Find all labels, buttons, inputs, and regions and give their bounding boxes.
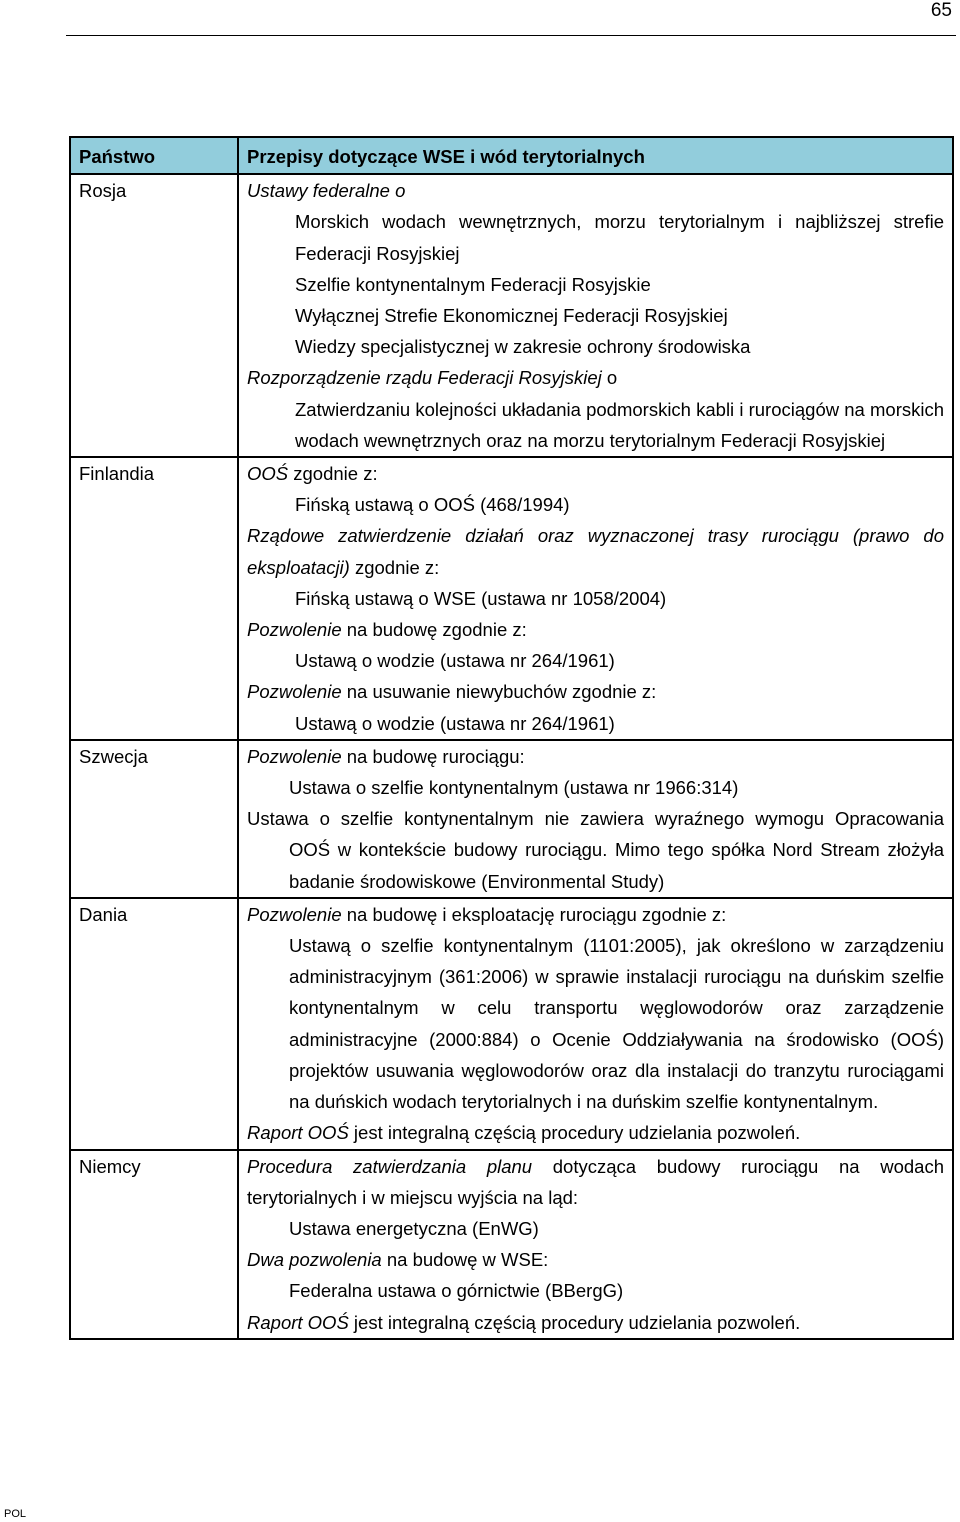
regulations-cell [238, 457, 953, 740]
regulation-line: Procedura zatwierdzania planu dotycząca budowy rurociągu na wodach terytorialnych i w miejscu wyjścia na ląd: [247, 1155, 945, 1208]
regulation-line: Wiedzy specjalistycznej w zakresie ochrony środowiska [295, 336, 751, 358]
table-row [70, 740, 953, 898]
regulation-line: Zatwierdzaniu kolejności układania podmorskich kabli i rurociągów na morskich wodach wewnętrznych oraz na morzu terytorialnym Federacji Rosyjskiej [295, 398, 944, 451]
regulation-line: Fińską ustawą o WSE (ustawa nr 1058/2004) [295, 587, 667, 609]
regulations-cell [238, 740, 953, 898]
header-country: Państwo [70, 137, 238, 174]
regulation-line: Ustawą o wodzie (ustawa nr 264/1961) [295, 712, 615, 734]
regulation-line: Ustawa o szelfie kontynentalnym (ustawa nr 1966:314) [289, 777, 739, 799]
regulation-line: Raport OOŚ jest integralną częścią procedury udzielania pozwoleń. [247, 1122, 801, 1144]
regulation-line: Morskich wodach wewnętrznych, morzu terytorialnym i najbliższej strefie Federacji Rosyjskiej [295, 211, 944, 264]
regulation-line: Ustawą o szelfie kontynentalnym (1101:2005), jak określono w zarządzeniu administracyjnym (361:2006) w sprawie instalacji rurociągu na duńskim szelfie kontynentalnym w celu transportu węglowodorów oraz zarządzenie administracyjne (2000:884) o Ocenie Oddziaływania na środowisko (OOŚ) projektów usuwania węglowodorów oraz dla instalacji do tranzytu rurociągami na duńskich wodach terytorialnych i na duńskim szelfie kontynentalnym. [289, 935, 944, 1113]
regulation-line: Ustawa energetyczna (EnWG) [289, 1217, 539, 1239]
regulation-line: Pozwolenie na budowę rurociągu: [247, 745, 525, 767]
table-row [70, 1150, 953, 1339]
country-cell: Rosja [70, 174, 238, 457]
regulation-line: Ustawa o szelfie kontynentalnym nie zawiera wyraźnego wymogu Opracowania OOŚ w kontekście budowy rurociągu. Mimo tego spółka Nord Stream złożyła badanie środowiskowe (Environmental Study) [247, 808, 944, 892]
header-rule [66, 35, 956, 36]
regulations-cell [238, 1150, 953, 1339]
regulations-table [69, 136, 954, 1340]
country-cell: Niemcy [70, 1150, 238, 1339]
regulation-line: Pozwolenie na usuwanie niewybuchów zgodnie z: [247, 681, 657, 703]
regulation-line: Pozwolenie na budowę i eksploatację rurociągu zgodnie z: [247, 903, 727, 925]
regulation-line: OOŚ zgodnie z: [247, 463, 378, 485]
regulation-line: Szelfie kontynentalnym Federacji Rosyjskie [295, 273, 651, 295]
regulation-line: Rządowe zatwierdzenie działań oraz wyznaczonej trasy rurociągu (prawo do eksploatacji) zgodnie z: [247, 525, 944, 578]
language-code: POL [4, 1508, 27, 1520]
header-regulations: Przepisy dotyczące WSE i wód terytorialnych [238, 137, 953, 174]
regulation-line: Wyłącznej Strefie Ekonomicznej Federacji Rosyjskiej [295, 305, 728, 327]
table-row [70, 898, 953, 1150]
regulation-line: Ustawą o wodzie (ustawa nr 264/1961) [295, 650, 615, 672]
regulation-line: Rozporządzenie rządu Federacji Rosyjskiej o [247, 367, 618, 389]
country-cell: Finlandia [70, 457, 238, 740]
regulations-cell [238, 174, 953, 457]
table-header-row [70, 137, 953, 174]
page-number: 65 [930, 0, 952, 21]
regulations-cell [238, 898, 953, 1150]
table-row [70, 174, 953, 457]
regulation-line: Raport OOŚ jest integralną częścią procedury udzielania pozwoleń. [247, 1311, 801, 1333]
regulation-line: Ustawy federalne o [247, 180, 406, 202]
country-cell: Szwecja [70, 740, 238, 898]
regulation-line: Fińską ustawą o OOŚ (468/1994) [295, 494, 570, 516]
regulation-line: Dwa pozwolenia na budowę w WSE: [247, 1249, 549, 1271]
regulation-line: Pozwolenie na budowę zgodnie z: [247, 619, 527, 641]
table-row [70, 457, 953, 740]
regulation-line: Federalna ustawa o górnictwie (BBergG) [289, 1280, 624, 1302]
country-cell: Dania [70, 898, 238, 1150]
